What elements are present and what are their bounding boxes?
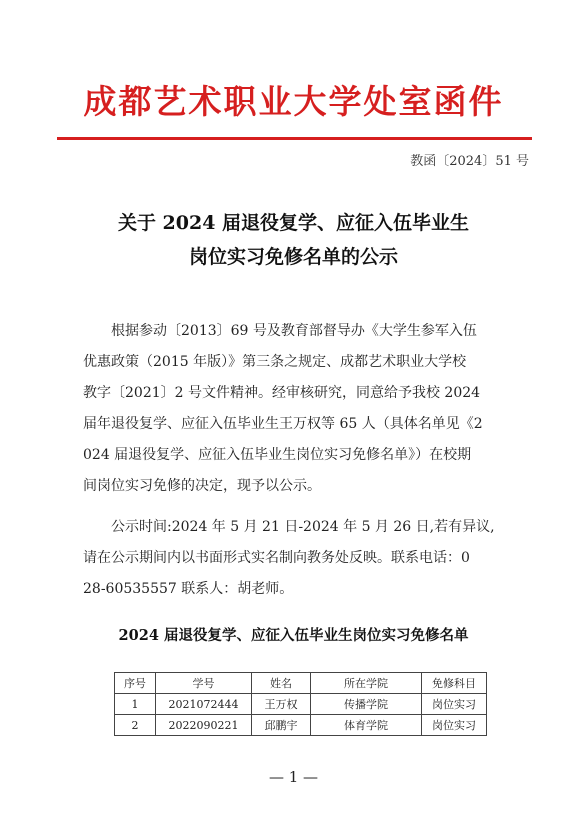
cell-name: 邱鹏宇 — [252, 715, 311, 736]
page-number: — 1 — — [268, 768, 319, 786]
cell-index: 1 — [115, 694, 156, 715]
table-row — [115, 694, 487, 715]
paragraph-line: 届年退役复学、应征入伍毕业生王万权等 65 人（具体名单见《2 — [83, 416, 483, 432]
exemption-list-table — [114, 672, 487, 736]
paragraph-line: 教字〔2021〕2 号文件精神。经审核研究，同意给予我校 2024 — [83, 385, 481, 401]
document-title-line-1: 关于 2024 届退役复学、应征入伍毕业生 — [117, 212, 470, 234]
paragraph-line: 间岗位实习免修的决定，现予以公示。 — [83, 478, 321, 494]
letterhead-title: 成都艺术职业大学处室函件 — [83, 82, 504, 121]
paragraph-line: 请在公示期间内以书面形式实名制向教务处反映。联系电话：0 — [83, 550, 470, 566]
column-header-name: 姓名 — [252, 673, 311, 694]
cell-college: 传播学院 — [311, 694, 422, 715]
column-header-student-id: 学号 — [156, 673, 252, 694]
cell-college: 体育学院 — [311, 715, 422, 736]
cell-name: 王万权 — [252, 694, 311, 715]
document-title-line-2: 岗位实习免修名单的公示 — [188, 246, 398, 268]
column-header-exempt-course: 免修科目 — [422, 673, 487, 694]
paragraph-line: 根据参动〔2013〕69 号及教育部督导办《大学生参军入伍 — [111, 323, 477, 339]
body-paragraph-1 — [83, 316, 513, 502]
paragraph-line: 公示时间:2024 年 5 月 21 日-2024 年 5 月 26 日,若有异议, — [111, 519, 495, 535]
table-header-row — [115, 673, 487, 694]
body-paragraph-2 — [83, 512, 513, 605]
column-header-index: 序号 — [115, 673, 156, 694]
column-header-college: 所在学院 — [311, 673, 422, 694]
paragraph-line: 024 届退役复学、应征入伍毕业生岗位实习免修名单》）在校期 — [83, 447, 472, 463]
document-number: 教函〔2024〕51 号 — [410, 154, 529, 169]
table-caption: 2024 届退役复学、应征入伍毕业生岗位实习免修名单 — [118, 627, 469, 644]
table-row — [115, 715, 487, 736]
paragraph-line: 优惠政策（2015 年版）》第三条之规定、成都艺术职业大学校 — [83, 354, 467, 370]
cell-exempt-course: 岗位实习 — [422, 694, 487, 715]
letterhead-red-rule — [57, 137, 532, 140]
cell-exempt-course: 岗位实习 — [422, 715, 487, 736]
cell-student-id: 2021072444 — [156, 694, 252, 715]
paragraph-line: 28-60535557 联系人：胡老师。 — [83, 581, 294, 597]
cell-index: 2 — [115, 715, 156, 736]
cell-student-id: 2022090221 — [156, 715, 252, 736]
